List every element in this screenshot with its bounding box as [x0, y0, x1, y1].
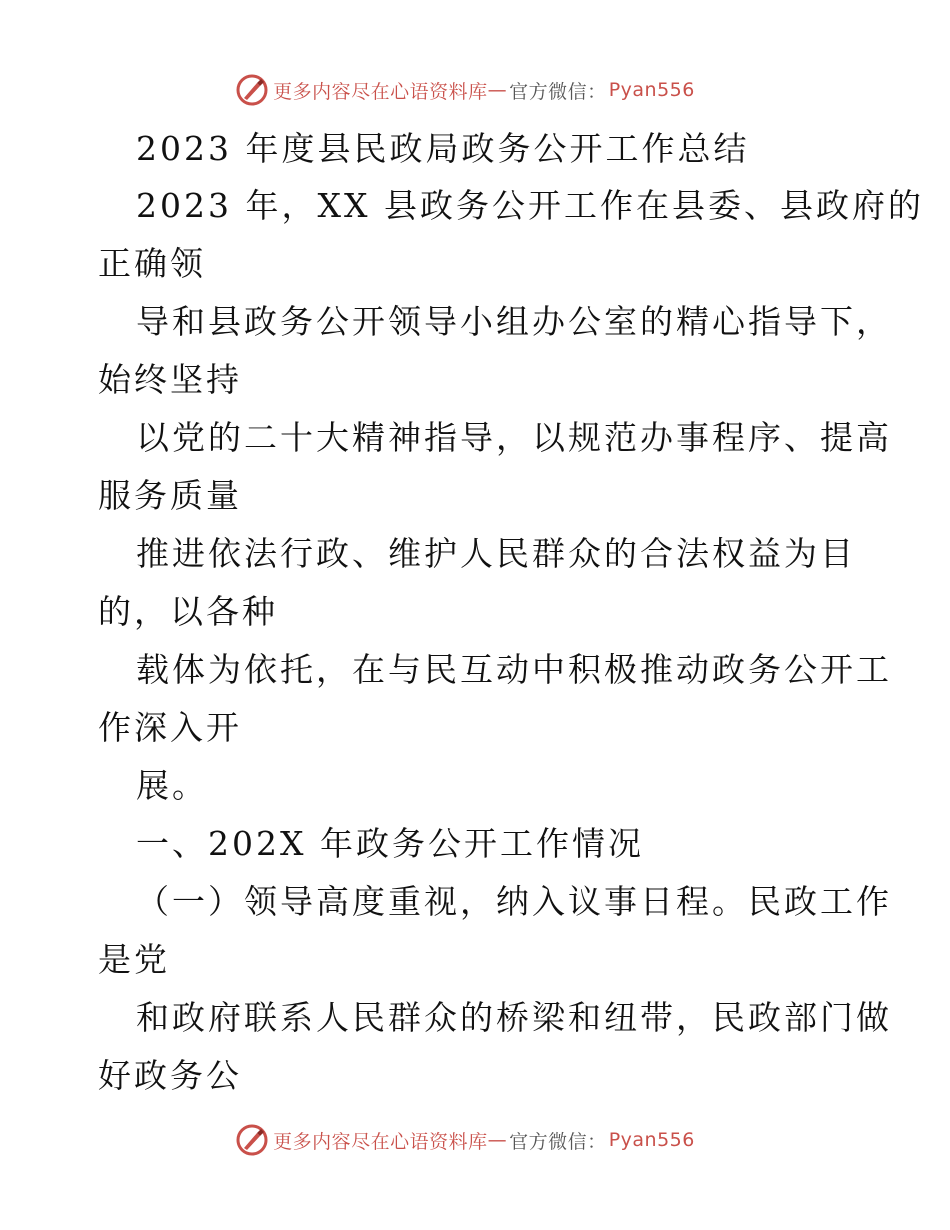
paragraph-line: 展。 [136, 766, 208, 805]
paragraph-line: 和政府联系人民群众的桥梁和纽带，民政部门做 [136, 998, 892, 1037]
paragraph-line: 始终坚持 [98, 360, 242, 399]
paragraph-line: 作深入开 [98, 708, 242, 747]
watermark-wechat-label: 官方微信： [509, 1130, 607, 1153]
watermark-footer [0, 1120, 950, 1160]
paragraph-line: （一）领导高度重视，纳入议事日程。民政工作 [136, 882, 892, 921]
watermark-text: 更多内容尽在心语资料库 [273, 1130, 488, 1153]
watermark-text: 更多内容尽在心语资料库 [273, 80, 488, 103]
watermark-wechat-id: Pyan556 [608, 79, 695, 101]
document-title: 2023 年度县民政局政务公开工作总结 [136, 129, 750, 168]
paragraph-line: 正确领 [98, 244, 206, 283]
section-heading: 一、202X 年政务公开工作情况 [136, 824, 644, 863]
watermark-header [0, 70, 950, 110]
paragraph-line: 导和县政务公开领导小组办公室的精心指导下， [136, 302, 892, 341]
paragraph-line: 推进依法行政、维护人民群众的合法权益为目 [136, 534, 856, 573]
paragraph-line: 以党的二十大精神指导，以规范办事程序、提高 [136, 418, 892, 457]
paragraph-line: 服务质量 [98, 476, 242, 515]
watermark-wechat-label: 官方微信： [509, 80, 607, 103]
watermark-wechat-id: Pyan556 [608, 1129, 695, 1151]
pen-logo-icon [235, 73, 269, 107]
watermark-dash: — [487, 1129, 508, 1151]
pen-logo-icon [235, 1123, 269, 1157]
paragraph-line: 是党 [98, 940, 170, 979]
paragraph-line: 载体为依托，在与民互动中积极推动政务公开工 [136, 650, 892, 689]
paragraph-line: 2023 年，XX 县政务公开工作在县委、县政府的 [136, 186, 924, 225]
watermark-dash: — [487, 79, 508, 101]
paragraph-line: 好政务公 [98, 1056, 242, 1095]
paragraph-line: 的，以各种 [98, 592, 278, 631]
